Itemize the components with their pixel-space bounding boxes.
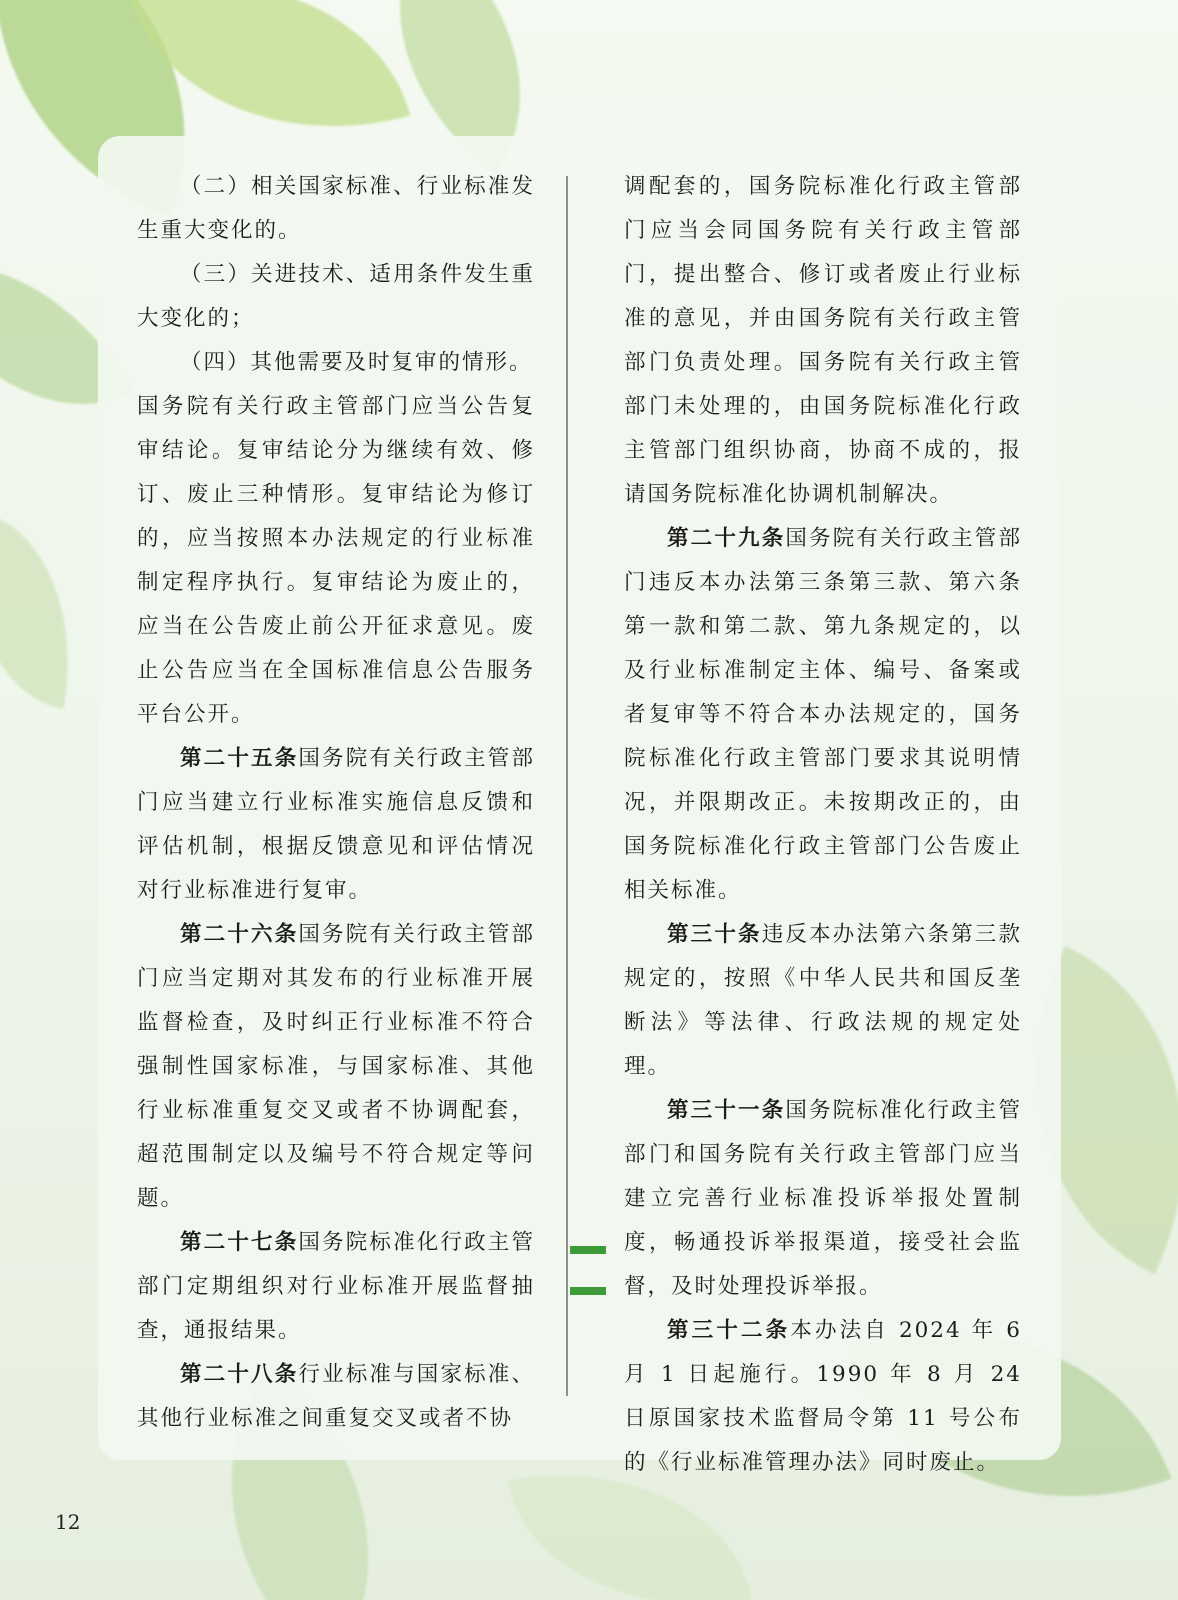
paragraph-text: （三）关进技术、适用条件发生重大变化的； xyxy=(137,262,535,331)
paragraph-text: 调配套的，国务院标准化行政主管部门应当会同国务院有关行政主管部门，提出整合、修订或者废止行业标准的意见，并由国务院有关行政主管部门负责处理。国务院有关行政主管部门未处理的，由国务院标准化行政主管部门组织协商，协商不成的，报请国务院标准化协调机制解决。 xyxy=(624,174,1022,507)
paragraph-text: 本办法自 2024 年 6 月 1 日起施行。1990 年 8 月 24 日原国家技术监督局令第 11 号公布的《行业标准管理办法》同时废止。 xyxy=(624,1318,1022,1475)
paragraph xyxy=(137,165,535,253)
article-heading: 第二十八条 xyxy=(180,1362,299,1387)
green-marker xyxy=(570,1287,606,1295)
paragraph-text: 国务院有关行政主管部门违反本办法第三条第三款、第六条第一款和第二款、第九条规定的，以及行业标准制定主体、编号、备案或者复审等不符合本办法规定的，国务院标准化行政主管部门要求其说明情况，并限期改正。未按期改正的，由国务院标准化行政主管部门公告废止相关标准。 xyxy=(624,526,1022,903)
article-heading: 第三十条 xyxy=(667,922,762,947)
paragraph-text: 国务院标准化行政主管部门定期组织对行业标准开展监督抽查，通报结果。 xyxy=(137,1230,535,1343)
paragraph xyxy=(137,253,535,341)
page-number: 12 xyxy=(55,1510,81,1534)
article-27 xyxy=(137,1221,535,1353)
article-30 xyxy=(624,913,1022,1089)
article-heading: 第二十六条 xyxy=(180,922,299,947)
paragraph-text: 国务院有关行政主管部门应当建立行业标准实施信息反馈和评估机制，根据反馈意见和评估情况对行业标准进行复审。 xyxy=(137,746,535,903)
article-26 xyxy=(137,913,535,1221)
left-column xyxy=(137,165,535,1441)
paragraph-text: 国务院有关行政主管部门应当定期对其发布的行业标准开展监督检查，及时纠正行业标准不符合强制性国家标准，与国家标准、其他行业标准重复交叉或者不协调配套，超范围制定以及编号不符合规定等问题。 xyxy=(137,922,535,1211)
paragraph xyxy=(624,165,1022,517)
paragraph-text: 国务院标准化行政主管部门和国务院有关行政主管部门应当建立完善行业标准投诉举报处置制度，畅通投诉举报渠道，接受社会监督，及时处理投诉举报。 xyxy=(624,1098,1022,1299)
paragraph-text: （二）相关国家标准、行业标准发生重大变化的。 xyxy=(137,174,535,243)
article-heading: 第三十二条 xyxy=(667,1318,791,1343)
article-25 xyxy=(137,737,535,913)
column-divider xyxy=(566,176,568,1396)
article-32 xyxy=(624,1309,1022,1485)
article-heading: 第二十七条 xyxy=(180,1230,299,1255)
paragraph-text: 国务院有关行政主管部门应当公告复审结论。复审结论分为继续有效、修订、废止三种情形。复审结论为修订的，应当按照本办法规定的行业标准制定程序执行。复审结论为废止的，应当在公告废止前公开征求意见。废止公告应当在全国标准信息公告服务平台公开。 xyxy=(137,394,535,727)
article-heading: 第三十一条 xyxy=(667,1098,786,1123)
article-31 xyxy=(624,1089,1022,1309)
paragraph-text: 违反本办法第六条第三款规定的，按照《中华人民共和国反垄断法》等法律、行政法规的规定处理。 xyxy=(624,922,1022,1079)
paragraph-text: （四）其他需要及时复审的情形。 xyxy=(180,350,533,375)
paragraph xyxy=(137,385,535,737)
right-column xyxy=(624,165,1022,1485)
article-29 xyxy=(624,517,1022,913)
paragraph xyxy=(137,341,535,385)
green-marker xyxy=(570,1246,606,1254)
article-28 xyxy=(137,1353,535,1441)
paragraph-text: 行业标准与国家标准、其他行业标准之间重复交叉或者不协 xyxy=(137,1362,535,1431)
article-heading: 第二十九条 xyxy=(667,526,786,551)
article-heading: 第二十五条 xyxy=(180,746,299,771)
